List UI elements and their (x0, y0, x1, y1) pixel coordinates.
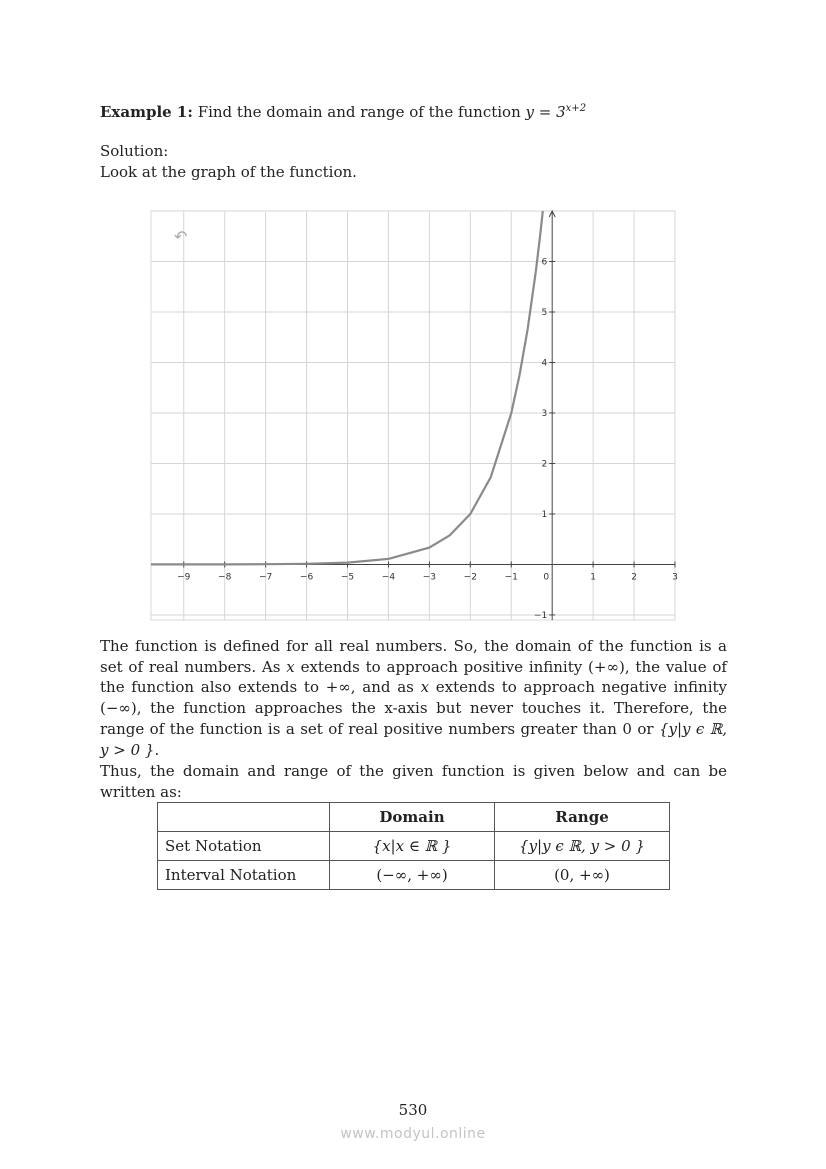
solution-intro: Look at the graph of the function. (100, 162, 357, 181)
para-part-2: extends to approach positive infinity (+∞), the value of the function also extends to +∞, and as (100, 657, 727, 697)
domain-range-table (157, 802, 670, 890)
domain-interval-notation: (−∞, +∞) (330, 861, 495, 890)
table-header-domain: Domain (330, 803, 495, 832)
row-label-set-notation: Set Notation (158, 832, 330, 861)
y-tick-label: 6 (541, 257, 548, 268)
para-range-set: {y|y ϵ ℝ, y > 0 } (100, 719, 727, 759)
formula-exponent: x+2 (565, 103, 587, 114)
x-tick-label: 2 (631, 572, 637, 583)
x-tick-label: −7 (258, 572, 273, 583)
y-tick-label: 3 (541, 408, 548, 419)
x-tick-label: −5 (340, 572, 355, 583)
row-label-interval-notation: Interval Notation (158, 861, 330, 890)
table-header-row (158, 803, 670, 832)
y-tick-label: −1 (533, 610, 548, 621)
undo-icon: ↶ (174, 227, 188, 246)
domain-set-notation: {x|x ∈ ℝ } (330, 832, 495, 861)
table-row (158, 861, 670, 890)
x-tick-label: −3 (422, 572, 437, 583)
formula-base: y = 3 (525, 103, 566, 121)
x-tick-label: −8 (218, 572, 232, 583)
function-curve (151, 211, 543, 564)
x-tick-label: −2 (463, 572, 477, 583)
x-tick-label: 3 (672, 572, 678, 583)
solution-block (100, 141, 727, 182)
x-tick-label: −1 (504, 572, 518, 583)
page-number: 530 (398, 1101, 428, 1119)
y-tick-label: 1 (541, 509, 548, 520)
graph-frame (151, 211, 675, 620)
table-row (158, 832, 670, 861)
x-tick-label: 0 (543, 572, 550, 583)
example-formula (526, 103, 587, 121)
example-label: Example 1: (100, 103, 193, 121)
graph-axes (151, 211, 675, 620)
x-tick-label: 1 (590, 572, 596, 583)
explanation-paragraph (100, 636, 727, 760)
y-tick-label: 5 (541, 307, 548, 318)
range-interval-notation: (0, +∞) (495, 861, 670, 890)
para-var-x-2: x (420, 678, 430, 697)
y-tick-label: 4 (541, 358, 548, 369)
solution-heading: Solution: (100, 142, 169, 160)
table-header-empty (158, 803, 330, 832)
para-part-3: extends to approach negative infinity (−∞), the function approaches the x-axis but never touches it. Therefore, the range of the function is a set of real positive numbers greater than 0 or (100, 678, 727, 738)
example-text: Find the domain and range of the function (197, 103, 521, 121)
graph-svg (148, 208, 678, 623)
graph-curve-group (151, 211, 543, 564)
thus-text: Thus, the domain and range of the given function is given below and can be written as: (100, 762, 727, 801)
watermark: www.modyul.online (340, 1126, 486, 1142)
graph-grid (151, 211, 675, 620)
para-part-1: The function is defined for all real numbers. So, the domain of the function is a set of real numbers. As (100, 637, 727, 676)
example-statement (100, 99, 727, 123)
x-tick-label: −9 (177, 572, 191, 583)
x-tick-label: −6 (299, 572, 314, 583)
para-var-x-1: x (286, 657, 295, 676)
function-graph (148, 208, 678, 623)
x-tick-label: −4 (381, 572, 396, 583)
table-header-range: Range (495, 803, 670, 832)
para-end: . (154, 740, 160, 759)
range-set-notation: {y|y ϵ ℝ, y > 0 } (495, 832, 670, 861)
y-tick-label: 2 (541, 459, 548, 470)
